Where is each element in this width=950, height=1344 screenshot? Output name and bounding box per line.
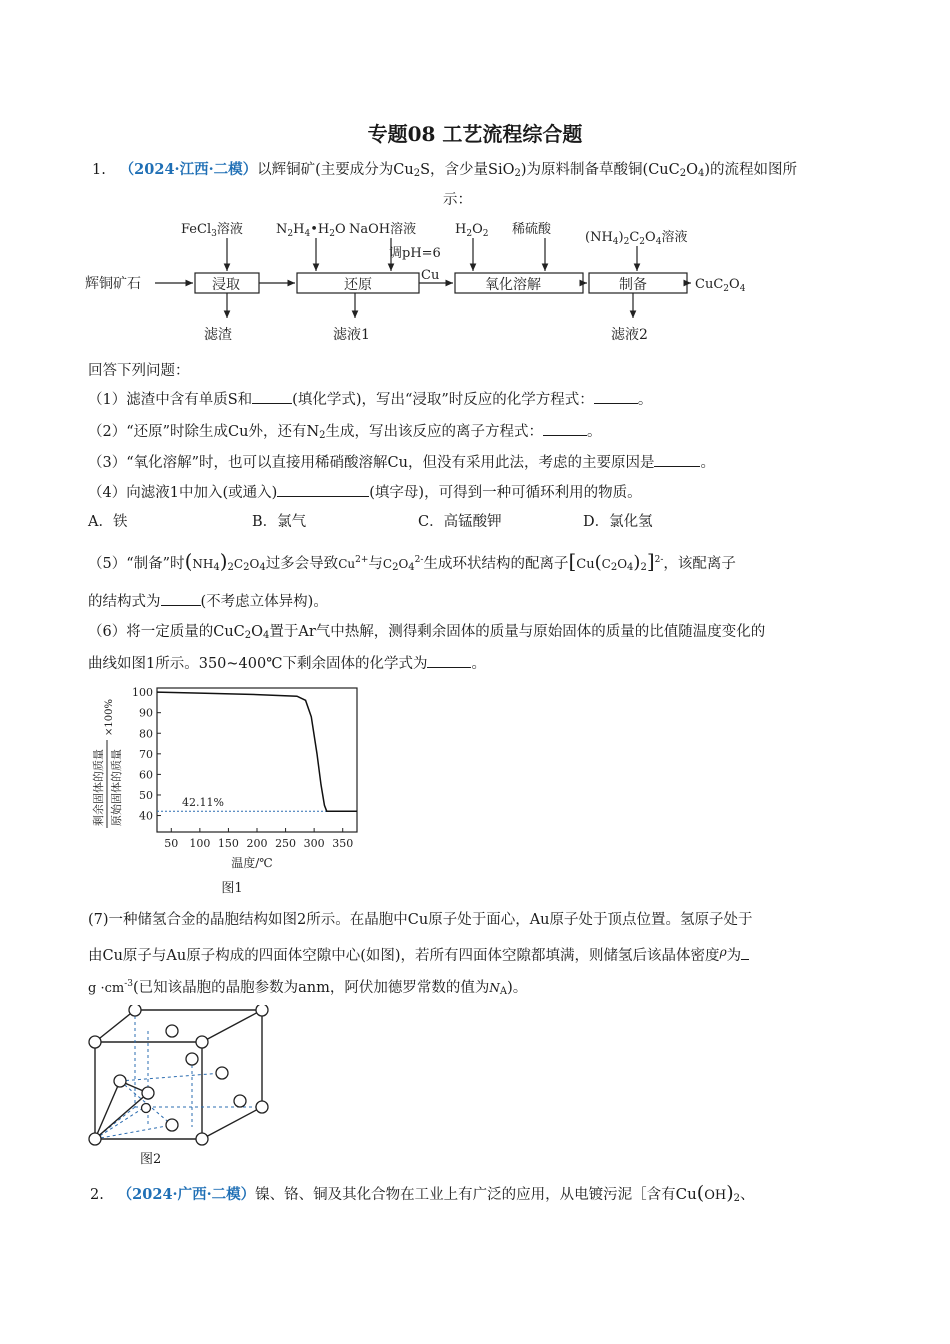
reagent-oxalate: $(NH_4)_2C_2O_4$溶液	[585, 230, 688, 247]
sub-question-5-cont: 的结构式为 (不考虑立体异构)。	[88, 591, 328, 612]
question-1-stem-cont: 示：	[443, 192, 472, 208]
answer-blank[interactable]	[252, 389, 292, 404]
sub-question-4: （4）向滤液1中加入(或通入) (填字母)，可得到一种可循环利用的物质。	[88, 482, 642, 503]
sub-question-5: （5）“制备”时$(NH_4)_2C_2O_4$过多会导致$Cu^{2+}$与$C_2O_4^{2-}$生成环状结构的配离子$[Cu(C_2O_4)_2]^{2-}$，该配离子	[88, 549, 736, 573]
reagent-n2h4: $N_2H_4•H_2O$	[276, 222, 346, 239]
output-residue: 滤渣	[204, 327, 232, 343]
sub-question-7-cont: 由Cu原子与Au原子构成的四面体空隙中心(如图)，若所有四面体空隙都填满，则储氢后该晶体密度$^\rho$为	[88, 942, 749, 966]
x-tick-label: 150	[217, 837, 239, 850]
series-line	[157, 692, 357, 811]
x-tick-label: 100	[189, 837, 211, 850]
question-number: 2.	[90, 1187, 104, 1203]
y-tick-label: 50	[139, 788, 153, 802]
answer-blank[interactable]	[594, 389, 638, 404]
reagent-h2so4: 稀硫酸	[512, 222, 552, 237]
reagent-cu: Cu	[421, 268, 440, 283]
y-axis-label-percent: ×100%	[104, 699, 115, 736]
answer-blank[interactable]	[277, 482, 369, 497]
x-tick-label: 300	[303, 837, 325, 850]
y-tick-label: 70	[139, 747, 153, 761]
flow-start: 辉铜矿石	[85, 276, 141, 292]
question-2-stem: 2. （2024·广西·二模）镍、铬、铜及其化合物在工业上有广泛的应用，从电镀污泥［含有$Cu(OH)_2$、	[90, 1182, 755, 1204]
page-title: 专题08 工艺流程综合题	[367, 122, 583, 146]
flow-end: $CuC_2O_4$	[695, 277, 746, 294]
process-flow-diagram	[85, 212, 765, 352]
option-a[interactable]: A．铁	[88, 514, 128, 530]
sub-question-2: （2）“还原”时除生成Cu外，还有$N_2$生成，写出该反应的离子方程式： 。	[88, 421, 602, 446]
annotation-42-11: 42.11%	[182, 796, 224, 810]
question-source: （2024·江西·二模）	[119, 161, 258, 178]
flow-box-2-label: 还原	[344, 277, 372, 293]
x-tick-label: 50	[164, 837, 179, 850]
option-b[interactable]: B．氯气	[252, 514, 307, 530]
option-c[interactable]: C．高锰酸钾	[418, 514, 502, 530]
y-tick-label: 60	[139, 768, 153, 782]
output-filtrate-2: 滤液2	[611, 327, 648, 343]
reagent-fecl3: FeCl$_3$溶液	[181, 222, 243, 239]
answer-blank[interactable]	[161, 591, 201, 606]
sub-question-1: （1）滤渣中含有单质S和 (填化学式)，写出“浸取”时反应的化学方程式： 。	[88, 389, 652, 410]
y-axis-label-denominator: 原始固体的质量	[110, 749, 123, 826]
figure-1-chart	[82, 680, 372, 900]
question-number: 1.	[92, 162, 106, 178]
x-tick-label: 250	[275, 837, 297, 850]
x-tick-label: 350	[332, 837, 354, 850]
reagent-h2o2: $H_2O_2$	[455, 222, 489, 239]
answer-blank[interactable]	[427, 653, 471, 668]
y-tick-label: 100	[132, 686, 153, 700]
flow-box-4-label: 制备	[619, 277, 647, 293]
answer-blank[interactable]	[741, 945, 749, 960]
sub-question-6-cont: 曲线如图1所示。350~400℃下剩余固体的化学式为 。	[88, 653, 486, 674]
sub-question-7: (7)一种储氢合金的晶胞结构如图2所示。在晶胞中Cu原子处于面心，Au原子处于顶点位置。氢原子处于	[88, 912, 753, 928]
answer-blank[interactable]	[543, 421, 587, 436]
y-tick-label: 40	[139, 809, 153, 823]
question-source: （2024·广西·二模）	[117, 1186, 256, 1203]
x-tick-label: 200	[246, 837, 268, 850]
y-axis-label-numerator: 剩余固体的质量	[92, 749, 105, 826]
sub-question-3: （3）“氧化溶解”时，也可以直接用稀硝酸溶解Cu，但没有采用此法，考虑的主要原因是 。	[88, 452, 715, 473]
reagent-ph: 调pH=6	[389, 246, 441, 261]
figure-2-crystal-cell	[80, 1005, 280, 1175]
chart-title: 图1	[221, 881, 243, 896]
x-axis-label: 温度/℃	[231, 856, 273, 870]
sub-question-7-cont2: $g \cdot cm^{-3}$(已知该晶胞的晶胞参数为anm，阿伏加德罗常数的值为$N_A$)。	[88, 979, 528, 997]
question-1-stem: 1. （2024·江西·二模）以辉铜矿(主要成分为$Cu_2S$，含少量SiO$_2$)为原料制备草酸铜$(CuC_2O_4)$的流程如图所	[92, 161, 798, 179]
figure-2-caption: 图2	[140, 1152, 162, 1167]
flow-box-3-label: 氧化溶解	[485, 277, 541, 293]
answer-lead: 回答下列问题：	[88, 363, 190, 379]
y-tick-label: 90	[139, 706, 153, 720]
reagent-naoh: NaOH溶液	[349, 222, 417, 237]
output-filtrate-1: 滤液1	[333, 327, 370, 343]
y-tick-label: 80	[139, 727, 153, 741]
flow-box-1-label: 浸取	[212, 277, 240, 293]
option-d[interactable]: D．氯化氢	[583, 514, 653, 530]
sub-question-6: （6）将一定质量的$CuC_2O_4$置于Ar气中热解，测得剩余固体的质量与原始固体的质量的比值随温度变化的	[88, 624, 766, 641]
answer-blank[interactable]	[654, 452, 700, 467]
